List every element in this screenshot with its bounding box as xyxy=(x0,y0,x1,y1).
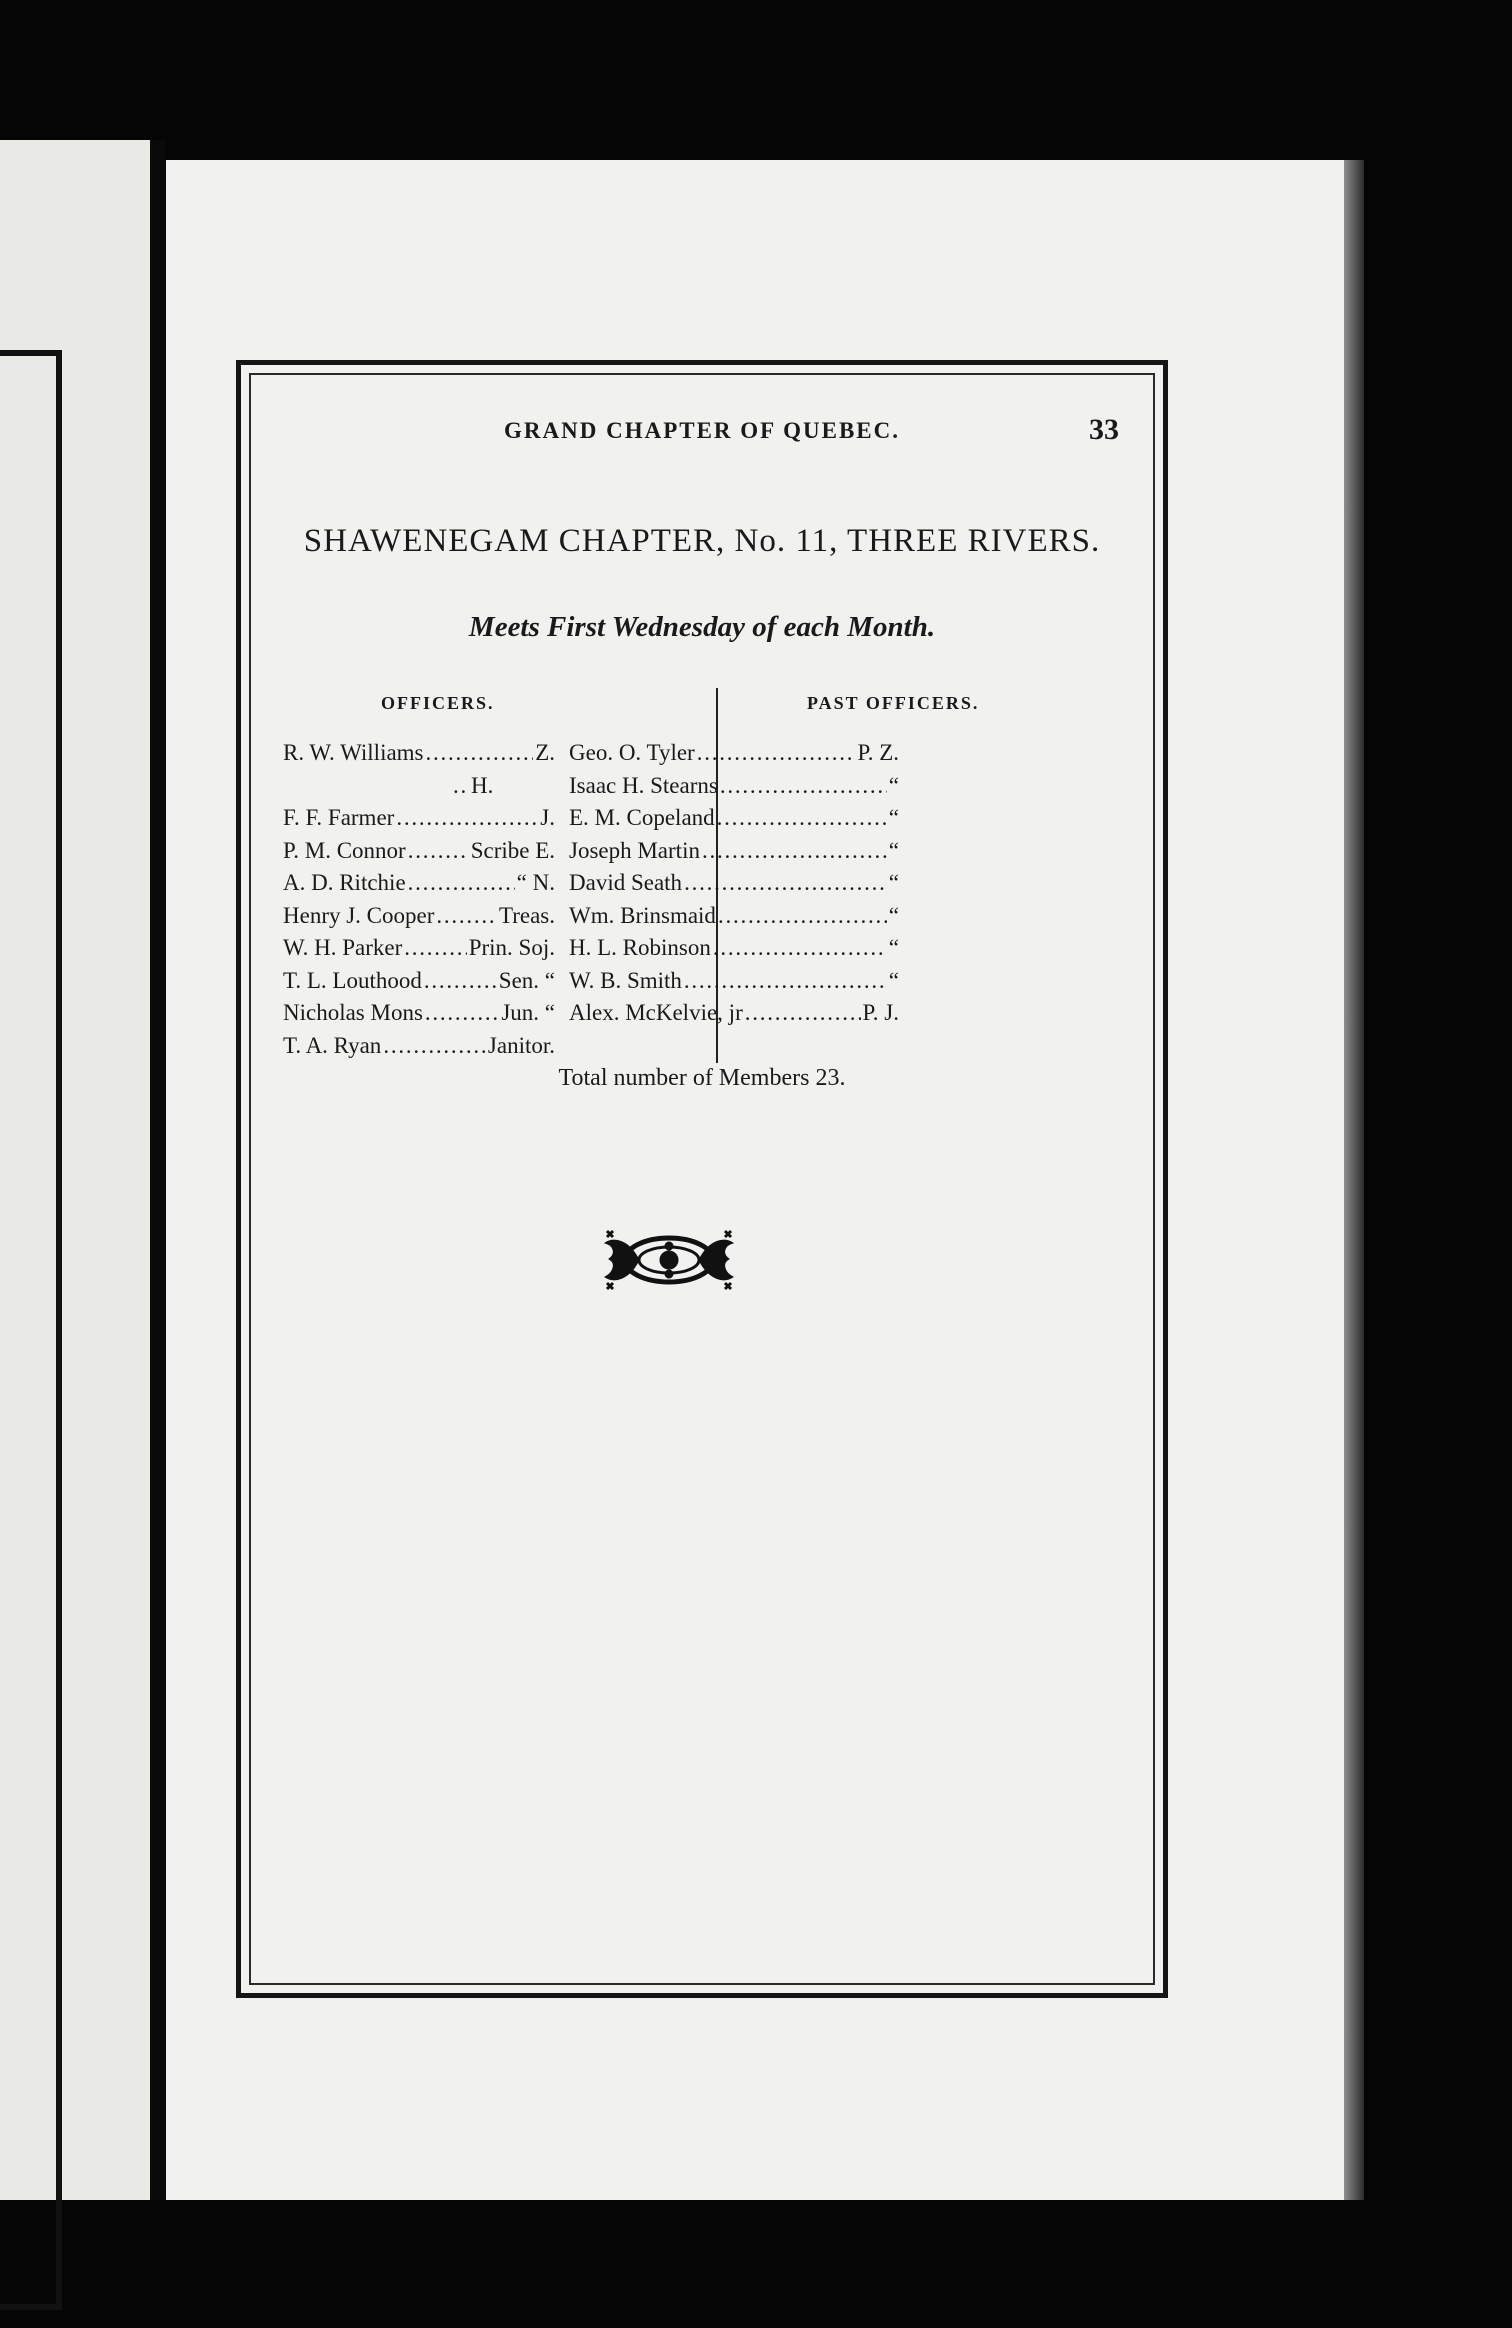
past-officer-row xyxy=(569,965,899,998)
leader-dots xyxy=(396,802,538,835)
officer-name: Nicholas Mons xyxy=(283,1000,423,1025)
past-officer-name: H. L. Robinson xyxy=(569,935,711,960)
officer-name: T. A. Ryan xyxy=(283,1032,382,1058)
officer-row xyxy=(283,932,555,965)
officer-title: Scribe E. xyxy=(470,837,555,863)
officer-row xyxy=(283,867,555,900)
leader-dots xyxy=(404,932,466,965)
leader-dots xyxy=(424,965,497,998)
officer-name: P. M. Connor xyxy=(283,837,406,863)
leader-dots xyxy=(408,867,515,900)
leader-dots xyxy=(718,900,887,933)
officer-row xyxy=(283,965,555,998)
officer-name: F. F. Farmer xyxy=(283,805,395,830)
past-officer-name: Geo. O. Tyler xyxy=(569,740,695,765)
officers-list xyxy=(283,737,555,1062)
past-officer-title: “ xyxy=(888,967,899,993)
leader-dots xyxy=(702,835,887,868)
page-frame xyxy=(236,360,1168,1998)
officer-name: W. H. Parker xyxy=(283,935,403,960)
past-officer-name: W. B. Smith xyxy=(569,967,682,993)
chapter-title: SHAWENEGAM CHAPTER, No. 11, THREE RIVERS. xyxy=(303,523,1101,559)
officer-title: Treas. xyxy=(498,902,555,928)
officer-title: “ N. xyxy=(516,870,555,895)
past-officer-row xyxy=(569,932,899,965)
running-head: GRAND CHAPTER OF QUEBEC. xyxy=(504,418,900,443)
past-officers-heading: PAST OFFICERS. xyxy=(807,693,980,713)
past-officer-title: “ xyxy=(888,837,899,863)
past-officer-title: “ xyxy=(888,935,899,960)
past-officer-name: Wm. Brinsmaid xyxy=(569,902,716,928)
officer-name: R. W. Williams xyxy=(283,740,424,765)
past-officer-row xyxy=(569,835,899,868)
page-number: 33 xyxy=(1089,413,1119,446)
officer-title: Janitor. xyxy=(487,1032,555,1058)
leader-dots xyxy=(436,900,497,933)
officer-name: T. L. Louthood xyxy=(283,967,422,993)
officers-heading: OFFICERS. xyxy=(381,693,495,713)
past-officer-row xyxy=(569,802,899,835)
past-officer-row xyxy=(569,737,899,770)
leader-dots xyxy=(697,737,856,770)
floral-ornament-icon xyxy=(599,1225,739,1295)
leader-dots xyxy=(745,997,861,1030)
officer-row xyxy=(283,900,555,933)
page-edge xyxy=(1344,160,1364,2200)
past-officer-row xyxy=(569,997,899,1030)
past-officer-name: Alex. McKelvie, jr xyxy=(569,1000,743,1025)
book-page xyxy=(166,160,1344,2200)
officer-title: H. xyxy=(471,772,494,798)
leader-dots xyxy=(383,1030,486,1063)
leader-dots xyxy=(426,737,534,770)
officer-row xyxy=(283,770,555,803)
officer-title: Sen. “ xyxy=(498,967,555,993)
total-members: Total number of Members 23. xyxy=(558,1065,846,1091)
book-gutter xyxy=(150,140,166,2200)
officer-row xyxy=(283,997,555,1030)
leader-dots xyxy=(425,997,499,1030)
leader-dots xyxy=(684,867,887,900)
past-officer-name: David Seath xyxy=(569,870,683,895)
past-officer-name: E. M. Copeland xyxy=(569,805,715,830)
past-officer-row xyxy=(569,867,899,900)
past-officer-title: P. Z. xyxy=(857,740,899,765)
leader-dots xyxy=(717,802,887,835)
left-page-frame xyxy=(0,350,62,2310)
past-officer-title: “ xyxy=(888,772,899,798)
past-officer-title: “ xyxy=(888,902,899,928)
leader-dots xyxy=(453,770,469,803)
meeting-schedule: Meets First Wednesday of each Month. xyxy=(468,611,936,643)
past-officer-row xyxy=(569,770,899,803)
leader-dots xyxy=(720,770,887,803)
past-officers-list xyxy=(569,737,899,1030)
officer-row xyxy=(283,1030,555,1063)
left-facing-page xyxy=(0,140,150,2200)
leader-dots xyxy=(408,835,469,868)
past-officer-name: Isaac H. Stearns xyxy=(569,772,718,798)
officer-row xyxy=(283,802,555,835)
past-officer-name: Joseph Martin xyxy=(569,837,700,863)
past-officer-title: P. J. xyxy=(862,1000,899,1025)
officer-title: Z. xyxy=(535,740,555,765)
officer-title: J. xyxy=(540,805,555,830)
past-officer-title: “ xyxy=(888,870,899,895)
officer-row xyxy=(283,835,555,868)
officer-title: Jun. “ xyxy=(501,1000,555,1025)
officer-title: Prin. Soj. xyxy=(468,935,555,960)
past-officer-row xyxy=(569,900,899,933)
leader-dots xyxy=(684,965,887,998)
officer-name: A. D. Ritchie xyxy=(283,870,406,895)
past-officer-title: “ xyxy=(888,805,899,830)
leader-dots xyxy=(713,932,887,965)
officer-row xyxy=(283,737,555,770)
officer-name: Henry J. Cooper xyxy=(283,902,435,928)
